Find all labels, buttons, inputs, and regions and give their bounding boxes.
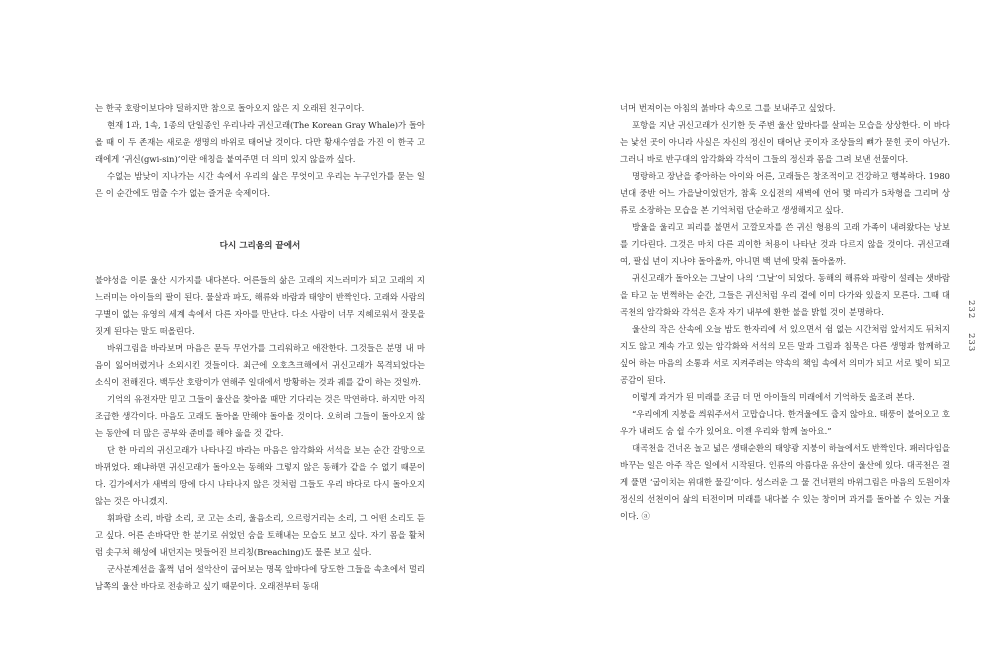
- paragraph: 너머 번져이는 아침의 붉바다 속으로 그를 보내주고 싶었다.: [620, 103, 836, 113]
- paragraph: 현재 1과, 1속, 1종의 단일종인 우리나라 귀신고래(The Korean Gray Whale)가 돌아올 때 이 두 존재는 새로운 생명의 바위로 태어날 것이다. 다만 황새수염을 가진 이 한국 고래에게 ‘귀신(gwi-sin)’이란 애칭을 붙여주면 더 의미 있지 않을까 싶다.: [95, 120, 425, 164]
- paragraph: 불야성을 이룬 울산 시가지를 내다본다. 어른들의 삶은 고래의 지느러미가 되고 고래의 지느러미는 아이들의 팔이 된다. 물살과 파도, 해류와 바람과 태양이 반짝인다. 고래와 사람의 구별이 없는 유영의 세계 속에서 다른 자아를 만난다. 다소 사람이 너무 지혜로워서 잘못을 짓게 된다는 말도 떠올린다.: [95, 275, 425, 336]
- paragraph: 기억의 유전자만 믿고 그들이 울산을 찾아올 때만 기다리는 것은 막연하다. 하지만 아직 조급한 생각이다. 마음도 고래도 돌아올 만해야 돌아올 것이다. 오히려 그들이 돌아오지 않는 동안에 더 많은 공부와 준비를 해야 옳을 것 같다.: [95, 394, 425, 438]
- paragraph: 명랑하고 장난을 좋아하는 아이와 어른, 고래들은 창조적이고 건강하고 행복하다. 1980년대 중반 어느 가을날이었던가, 참혹 오십전의 새벽에 언어 몇 마리가 5차형을 그리며 상류로 소장하는 모습을 본 기억처럼 단순하고 생생해지고 싶다.: [620, 171, 950, 215]
- paragraph: 대곡천을 건너온 놀고 넓은 생태순환의 태양광 지붕이 하늘에서도 반짝인다. 패러다임을 바꾸는 일은 아주 작은 일에서 시작된다. 인류의 아름다운 유산이 울산에 있다. 대곡천은 결게 풀면 ‘굽이치는 위대한 물길’이다. 성스러운 그 물 건너편의 바위그림은 마음의 도원이자 정신의 선천이어 삶의 터전이며 미래를 내다볼 수 있는 창이며 과거를 돌아볼 수 있는 거울이다. ⓐ: [620, 443, 950, 521]
- paragraph: 군사분계선을 훌쩍 넘어 설악산이 굽어보는 명목 앞바다에 당도한 그들을 속초에서 멀리 남쪽의 울산 바다로 전송하고 싶기 때문이다. 오래전부터 동대: [95, 564, 425, 591]
- paragraph: 귀신고래가 돌아오는 그날이 나의 ‘그날’이 되었다. 동해의 해류와 파랑이 설레는 샛바람을 타고 눈 번쩍하는 순간, 그들은 귀신처럼 우리 곁에 이미 다가와 있을지 모른다. 그때 대곡천의 암각화와 각석은 혼자 자기 내부에 환한 불을 밝힐 것이 분명하다.: [620, 273, 950, 317]
- paragraph: 포항을 지난 귀신고래가 신기한 듯 주변 울산 앞바다를 살피는 모습을 상상한다. 이 바다는 낯선 곳이 아니라 사실은 자신의 정신이 태어난 곳이자 조상들의 뼈가 묻힌 곳이 아닌가. 그러니 바로 반구대의 암각화와 각석이 그들의 정신과 몸을 그려 보낸 선물이다.: [620, 120, 950, 164]
- paragraph: 는 한국 호랑이보다야 덜하지만 참으로 돌아오지 않은 지 오래된 친구이다.: [95, 103, 365, 113]
- paragraph: 수없는 밤낮이 지나가는 시간 속에서 우리의 삶은 무엇이고 우리는 누구인가를 묻는 일은 이 순간에도 멈출 수가 없는 즐거운 숙제이다.: [95, 171, 425, 198]
- paragraph: 단 한 마리의 귀신고래가 나타나길 바라는 마음은 암각화와 서석을 보는 순간 갈망으로 바뀌었다. 왜냐하면 귀신고래가 돌아오는 동해와 그렇지 않은 동해가 같을 수 없기 때문이다. 김가에서가 새벽의 땅에 다시 나타나지 않은 것처럼 그들도 우리 바다로 다시 돌아오지 않는 것은 아니겠지.: [95, 445, 425, 506]
- section-heading: 다시 그리움의 끝에서: [219, 241, 301, 251]
- paragraph: 이렇게 과거가 된 미래를 조금 더 먼 아이들의 미래에서 기억하듯 읊조려 본다.: [632, 392, 915, 402]
- paragraph: 방울을 울리고 피리를 불면서 고깔모자를 쓴 귀신 형용의 고래 가족이 내려왔다는 낭보를 기다린다. 그것은 마치 다른 괴이한 처용이 나타난 것과 다르지 않을 것이다. 귀신고래여, 팔십 년이 지나야 돌아올까, 아니면 백 년에 맞춰 돌아올까.: [620, 222, 950, 266]
- paragraph: 휘파람 소리, 바람 소리, 코 고는 소리, 울음소리, 으르렁거리는 소리, 그 어떤 소리도 듣고 싶다. 어른 손바닥만 한 분기로 쉬었던 숨을 토해내는 모습도 보고 싶다. 자기 몸을 활처럼 솟구쳐 해성에 내던지는 멋들어진 브리칭(Breaching)도 물론 보고 싶다.: [95, 513, 425, 557]
- right-page: [620, 100, 950, 525]
- page-numbers: [966, 300, 976, 352]
- page-number-left: 232: [966, 300, 976, 320]
- paragraph: 울산의 작은 산속에 오늘 밤도 한자리에 서 있으면서 쉼 없는 시간처럼 앞서지도 뒤처지지도 않고 계속 가고 있는 암각화와 서석의 모든 말과 그림과 침묵은 다른 생명과 함께하고 싶어 하는 마음의 소통과 서로 지켜주려는 약속의 책임 속에서 의미가 되고 서로 빛이 되고 공감이 된다.: [620, 324, 950, 385]
- quote-paragraph: “우리에게 지붕을 씌워주셔서 고맙습니다. 한겨울에도 춥지 않아요. 태풍이 불어오고 호우가 내려도 숨 쉴 수가 있어요. 이젠 우리와 함께 놀아요.”: [620, 409, 950, 436]
- paragraph: 바위그림을 바라보며 마음은 문득 무언가를 그리워하고 애잔한다. 그것들은 분명 내 마음이 잃어버렸거나 소외시킨 것들이다. 최근에 오호츠크해에서 귀신고래가 목격되었다는 소식이 전해진다. 백두산 호랑이가 연해주 일대에서 방황하는 것과 궤를 같이 하는 것일까.: [95, 343, 425, 387]
- left-page: [95, 100, 425, 595]
- page-number-right: 233: [966, 333, 976, 353]
